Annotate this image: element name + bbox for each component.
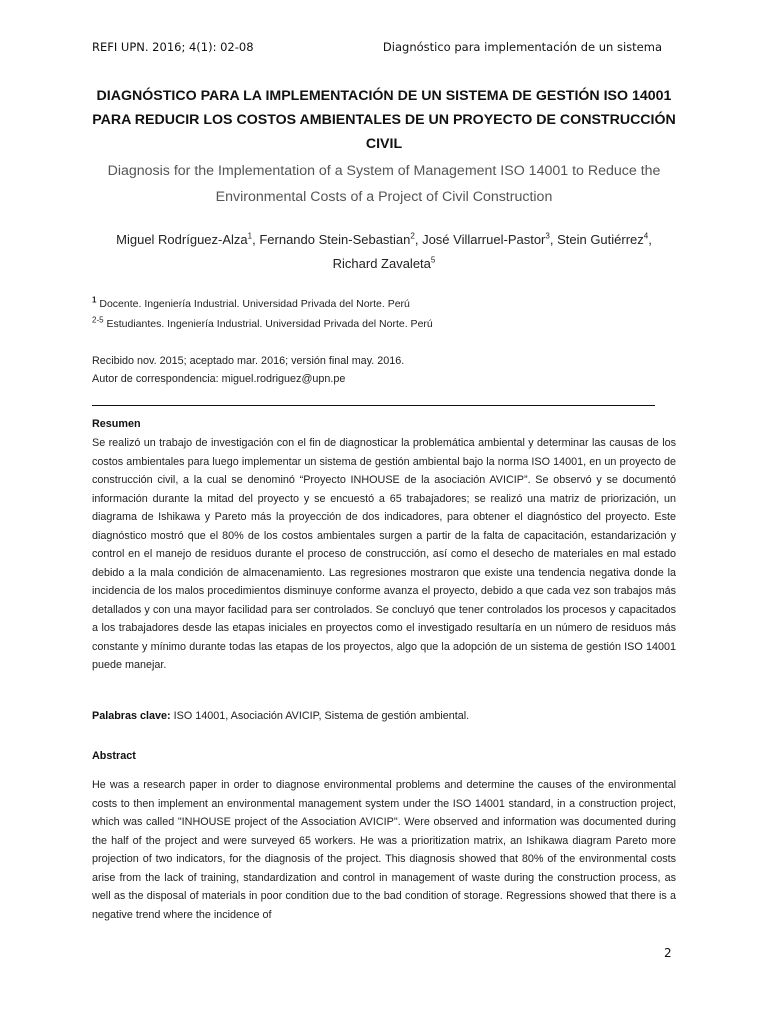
affiliation-2: $^{2-5}$ Estudiantes. Ingeniería Industrial. Universidad Privada del Norte. Perú	[92, 315, 433, 330]
keywords	[92, 710, 676, 722]
author: Richard Zavaleta$^5$	[332, 255, 436, 271]
affiliation-1: $^1$ Docente. Ingeniería Industrial. Universidad Privada del Norte. Perú	[92, 295, 410, 310]
author: Stein Gutiérrez$^4$,	[557, 231, 652, 247]
keywords-label: Palabras clave:	[92, 710, 171, 722]
keywords-list: ISO 14001, Asociación AVICIP, Sistema de gestión ambiental.	[170, 710, 470, 722]
running-title: Diagnóstico para implementación de un sistema	[382, 40, 662, 54]
resumen-body: Se realizó un trabajo de investigación con el fin de diagnosticar la problemática ambiental y determinar las causas de los costos ambientales para luego implementar un sistema de gestión ambiental bajo la norma ISO 14001, en un proyecto de construcción civil, a la cual se denominó “Proyecto INHOUSE de la asociación AVICIP”. Se observó y se documentó información durante la mitad del proyecto y se encuestó a 65 trabajadores; se realizó una matriz de priorización, un diagrama de Ishikawa y Pareto más la proyección de dos indicadores, para obtener el diagnóstico del proyecto. Este diagnóstico mostró que el 80% de los costos ambientales surgen a partir de la falta de capacitación, estandarización y control en el manejo de residuos durante el proceso de construcción, así como el desecho de materiales en mal estado debido a la mala condición de almacenamiento. Las regresiones mostraron que existe una tendencia negativa donde la incidencia de los malos procedimientos disminuye conforme avanza el proyecto, debido a que cada vez son trabajos más detallados y con una mayor facilidad para ser controlados. Se concluyó que tener controlados los procesos y capacitados a los trabajadores desde las etapas iniciales en proyectos como el investigado resultaría en un número de residuos más constante y mínimo durante todas las etapas de los proyectos, algo que la adopción de un sistema de gestión ISO 14001 puede manejar.	[92, 437, 676, 671]
resumen-heading: Resumen	[92, 418, 141, 430]
journal-citation: REFI UPN. 2016; 4(1): 02-08	[92, 40, 254, 54]
paper-subtitle-english: Diagnosis for the Implementation of a System of Management ISO 14001 to Reduce the Environmental Costs of a Project of Civil Construction	[107, 163, 661, 205]
article-dates	[92, 352, 672, 388]
author: Fernando Stein-Sebastian$^2$,	[259, 231, 423, 247]
divider-line	[92, 405, 655, 406]
author-list	[92, 228, 676, 276]
received-accepted-dates: Recibido nov. 2015; aceptado mar. 2016; versión final may. 2016.	[92, 355, 405, 367]
page-number: 2	[664, 946, 672, 960]
author: Miguel Rodríguez-Alza$^1$,	[116, 231, 260, 247]
author: José Villarruel-Pastor$^3$,	[422, 231, 558, 247]
abstract-heading: Abstract	[92, 750, 136, 762]
abstract-body: He was a research paper in order to diagnose environmental problems and determine the causes of the environmental costs to then implement an environmental management system under the ISO 14001 standard, in a construction project, which was called "INHOUSE project of the Association AVICIP". Were observed and information was documented during the half of the project and were surveyed 65 workers. He was a prioritization matrix, an Ishikawa diagram Pareto more projection of two indicators, for the diagnosis of the project. This diagnosis showed that 80% of the environmental costs arise from the lack of training, standardization and control in management of waste during the construction process, as well as the disposal of materials in poor condition due to the bad condition of storage. Regressions showed that there is a negative trend where the incidence of	[92, 779, 676, 921]
running-header	[92, 40, 662, 62]
paper-title: DIAGNÓSTICO PARA LA IMPLEMENTACIÓN DE UN SISTEMA DE GESTIÓN ISO 14001 PARA REDUCIR LOS COSTOS AMBIENTALES DE UN PROYECTO DE CONSTRUCCIÓN CIVIL	[92, 88, 676, 152]
correspondence-author: Autor de correspondencia: miguel.rodriguez@upn.pe	[92, 373, 346, 385]
